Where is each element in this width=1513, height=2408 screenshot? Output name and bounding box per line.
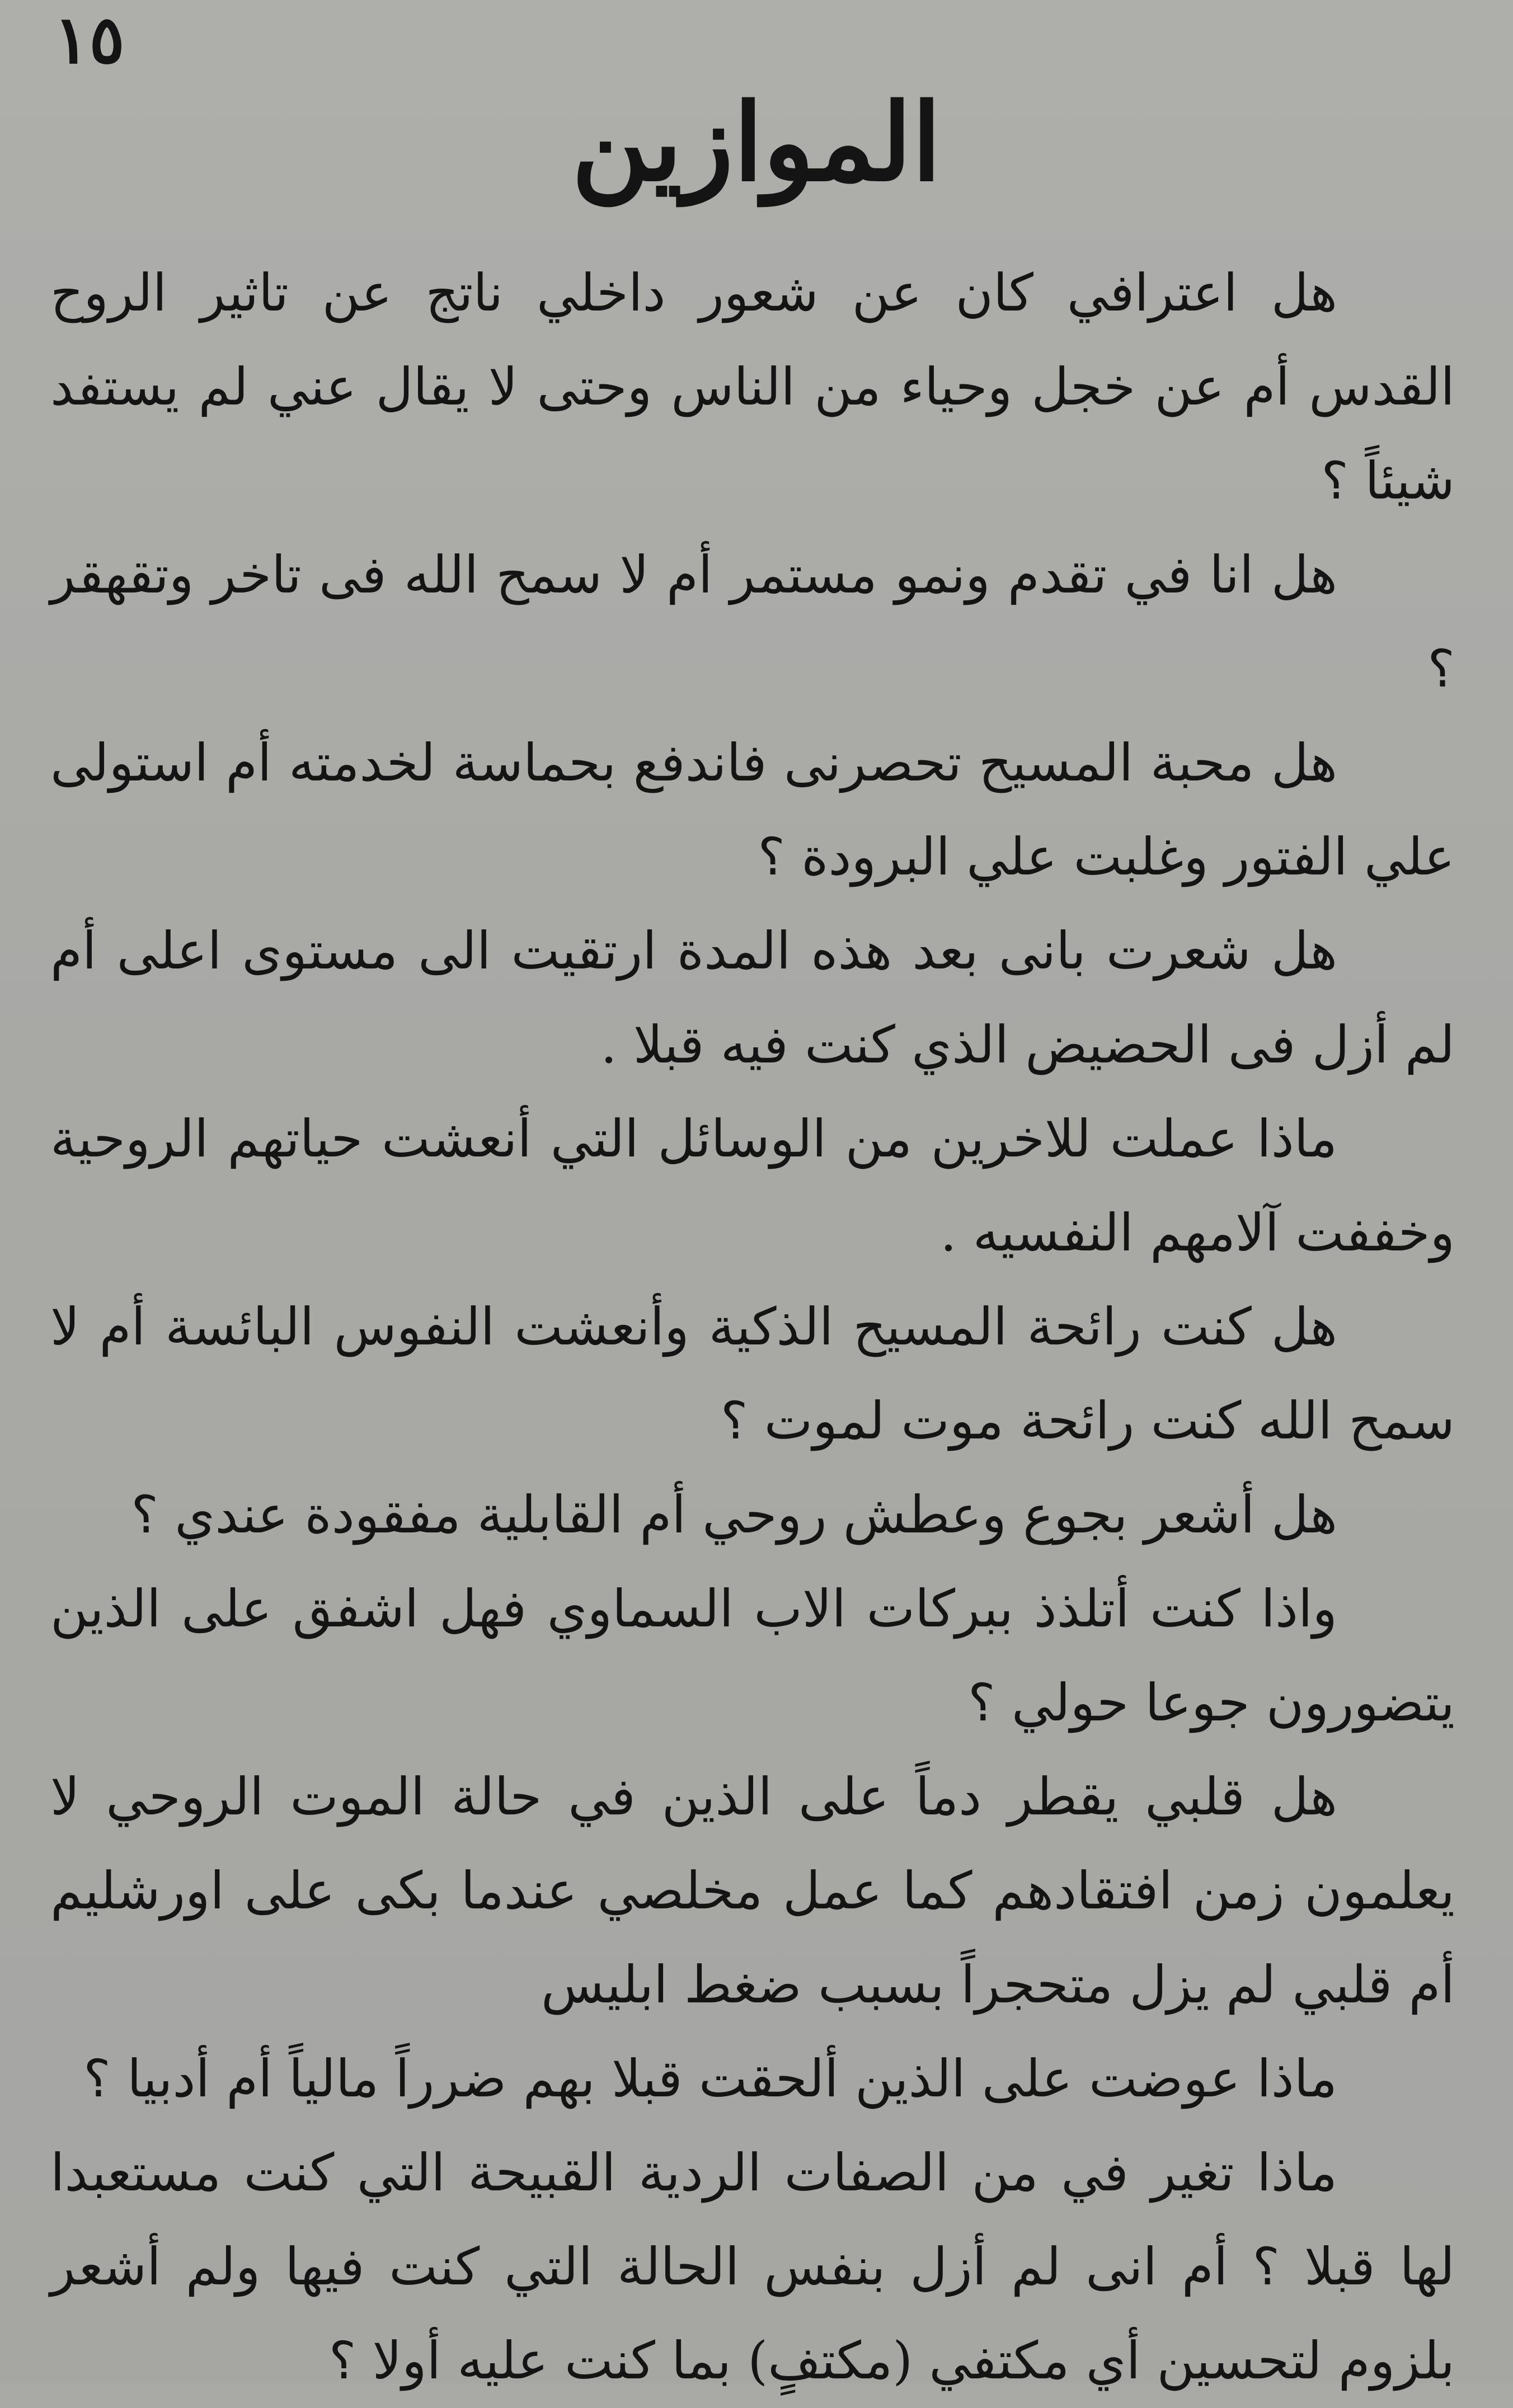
paragraph: هل انا في تقدم ونمو مستمر أم لا سمح الله فى تاخر وتقهقر ؟ xyxy=(50,545,1455,699)
document-body xyxy=(50,246,1455,2408)
paragraph: هل اعترافي كان عن شعور داخلي ناتج عن تاثير الروح القدس أم عن خجل وحياء من الناس وحتى لا يقال عني لم يستفد شيئاً ؟ xyxy=(50,263,1455,511)
paragraph: هل شعرت بانى بعد هذه المدة ارتقيت الى مستوى اعلى أم لم أزل فى الحضيض الذي كنت فيه قبلا . xyxy=(50,921,1455,1075)
paragraph: واذا كنت أتلذذ ببركات الاب السماوي فهل اشفق على الذين يتضورون جوعا حولي ؟ xyxy=(50,1579,1455,1733)
paragraph: هل أشعر بجوع وعطش روحي أم القابلية مفقودة عندي ؟ xyxy=(131,1485,1337,1545)
page-title: الموازين xyxy=(571,80,942,205)
paragraph: ماذا تغير في من الصفات الردية القبيحة التي كنت مستعبدا لها قبلا ؟ أم انى لم أزل بنفس الحالة التي كنت فيها ولم أشعر بلزوم لتحسين أي مكتفي (مكتفٍ) بما كنت عليه أولا ؟ xyxy=(50,2143,1455,2391)
paragraph: هل كنت رائحة المسيح الذكية وأنعشت النفوس البائسة أم لا سمح الله كنت رائحة موت لموت ؟ xyxy=(50,1297,1455,1451)
paragraph: ماذا عملت للاخرين من الوسائل التي أنعشت حياتهم الروحية وخففت آلامهم النفسيه . xyxy=(50,1109,1455,1263)
paragraph: هل محبة المسيح تحصرنى فاندفع بحماسة لخدمته أم استولى علي الفتور وغلبت علي البرودة ؟ xyxy=(50,733,1455,887)
paragraph: ماذا عوضت على الذين ألحقت قبلا بهم ضرراً مالياً أم أدبيا ؟ xyxy=(83,2049,1337,2109)
page-number: ١٥ xyxy=(54,1,125,78)
paragraph: هل قلبي يقطر دماً على الذين في حالة الموت الروحي لا يعلمون زمن افتقادهم كما عمل مخلصي عندما بكى على اورشليم أم قلبي لم يزل متحجراً بسبب ضغط ابليس xyxy=(50,1767,1455,2015)
